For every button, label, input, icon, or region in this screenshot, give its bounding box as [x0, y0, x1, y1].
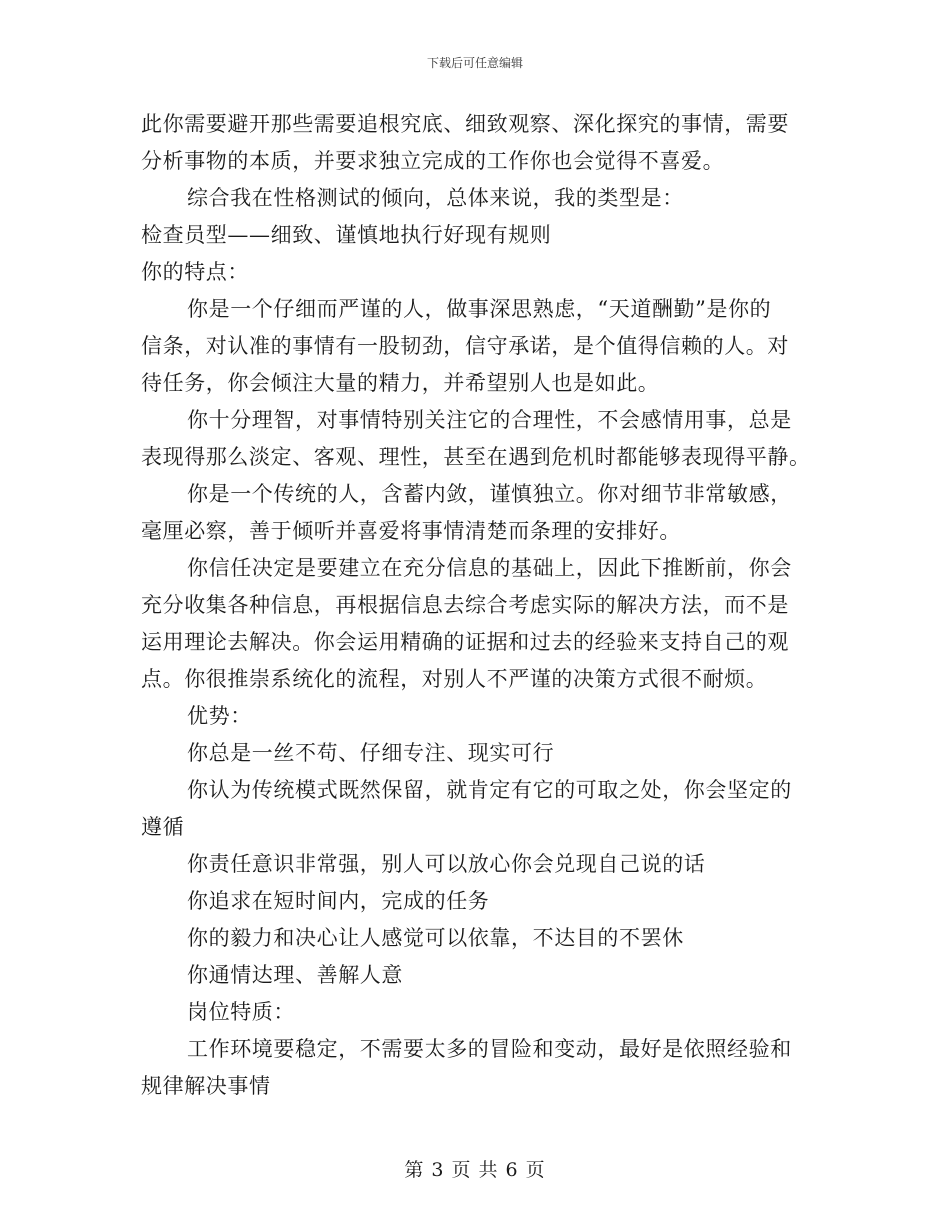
- list-item: 你通情达理、善解人意: [187, 963, 403, 987]
- list-item: 你责任意识非常强，别人可以放心你会兑现自己说的话: [187, 852, 706, 876]
- text-line: 信条，对认准的事情有一股韧劲，信守承诺，是个值得信赖的人。对: [141, 334, 789, 358]
- list-item: 你总是一丝不苟、仔细专注、现实可行: [187, 741, 555, 765]
- text-line: 充分收集各种信息，再根据信息去综合考虑实际的解决方法，而不是: [141, 593, 789, 617]
- text-line: 你是一个仔细而严谨的人，做事深思熟虑，“天道酬勤”是你的: [187, 297, 772, 321]
- page-footer: 第 3 页 共 6 页: [404, 1159, 546, 1181]
- list-item: 你的毅力和决心让人感觉可以依靠，不达目的不罢休: [187, 926, 684, 950]
- text-line: 工作环境要稳定，不需要太多的冒险和变动，最好是依照经验和: [187, 1037, 792, 1061]
- list-item: 你追求在短时间内，完成的任务: [187, 889, 490, 913]
- section-label: 你的特点：: [141, 260, 249, 284]
- text-line: 待任务，你会倾注大量的精力，并希望别人也是如此。: [141, 371, 660, 395]
- text-line: 分析事物的本质，并要求独立完成的工作你也会觉得不喜爱。: [141, 149, 725, 173]
- section-label: 岗位特质：: [187, 1000, 295, 1024]
- list-item: 你认为传统模式既然保留，就肯定有它的可取之处，你会坚定的: [187, 778, 792, 802]
- text-line: 毫厘必察，善于倾听并喜爱将事情清楚而条理的安排好。: [141, 519, 681, 543]
- text-line: 点。你很推崇系统化的流程，对别人不严谨的决策方式很不耐烦。: [141, 667, 768, 691]
- text-line: 此你需要避开那些需要追根究底、细致观察、深化探究的事情，需要: [141, 112, 789, 136]
- text-line: 综合我在性格测试的倾向，总体来说，我的类型是：: [187, 186, 684, 210]
- text-line: 表现得那么淡定、客观、理性，甚至在遇到危机时都能够表现得平静。: [141, 445, 811, 469]
- section-label: 优势：: [187, 704, 252, 728]
- list-item-continued: 遵循: [141, 815, 185, 839]
- document-body: [141, 106, 811, 1105]
- text-line: 你十分理智，对事情特别关注它的合理性，不会感情用事，总是: [187, 408, 792, 432]
- text-line: 你信任决定是要建立在充分信息的基础上，因此下推断前，你会: [187, 556, 792, 580]
- text-line: 你是一个传统的人，含蓄内敛，谨慎独立。你对细节非常敏感，: [187, 482, 792, 506]
- text-line: 规律解决事情: [141, 1074, 271, 1098]
- page-header: 下载后可任意编辑: [426, 56, 523, 70]
- type-heading: 检查员型——细致、谨慎地执行好现有规则: [141, 223, 552, 247]
- text-line: 运用理论去解决。你会运用精确的证据和过去的经验来支持自己的观: [141, 630, 789, 654]
